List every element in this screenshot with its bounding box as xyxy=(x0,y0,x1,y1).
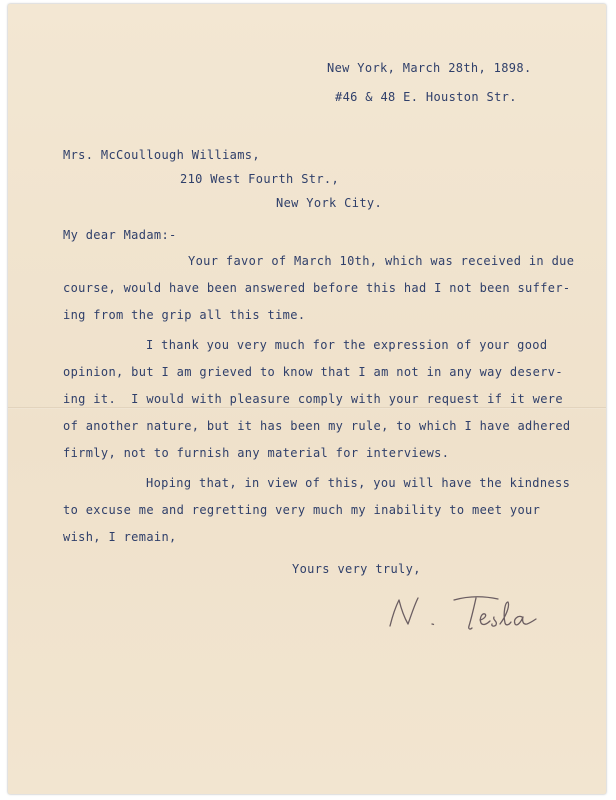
body-line: opinion, but I am grieved to know that I am not in any way deserv- xyxy=(63,365,563,379)
body-line: course, would have been answered before this had I not been suffer- xyxy=(63,281,571,295)
closing: Yours very truly, xyxy=(292,562,421,576)
dateline: New York, March 28th, 1898. xyxy=(327,61,532,75)
body-line: firmly, not to furnish any material for interviews. xyxy=(63,446,450,460)
body-line: ing it. I would with pleasure comply with your request if it were xyxy=(63,392,563,406)
recipient-city: New York City. xyxy=(276,196,383,210)
handwritten-signature xyxy=(380,590,550,634)
recipient-name: Mrs. McCoullough Williams, xyxy=(63,148,260,162)
salutation: My dear Madam:- xyxy=(63,228,177,242)
paper-fold-crease xyxy=(8,407,606,409)
recipient-street: 210 West Fourth Str., xyxy=(180,172,340,186)
body-line: ing from the grip all this time. xyxy=(63,308,306,322)
body-line: Your favor of March 10th, which was received in due xyxy=(188,254,575,268)
body-line: I thank you very much for the expression of your good xyxy=(146,338,548,352)
letter-page xyxy=(8,4,606,794)
body-line: of another nature, but it has been my rule, to which I have adhered xyxy=(63,419,571,433)
body-line: Hoping that, in view of this, you will have the kindness xyxy=(146,476,571,490)
sender-address: #46 & 48 E. Houston Str. xyxy=(335,90,517,104)
body-line: wish, I remain, xyxy=(63,530,177,544)
body-line: to excuse me and regretting very much my inability to meet your xyxy=(63,503,541,517)
